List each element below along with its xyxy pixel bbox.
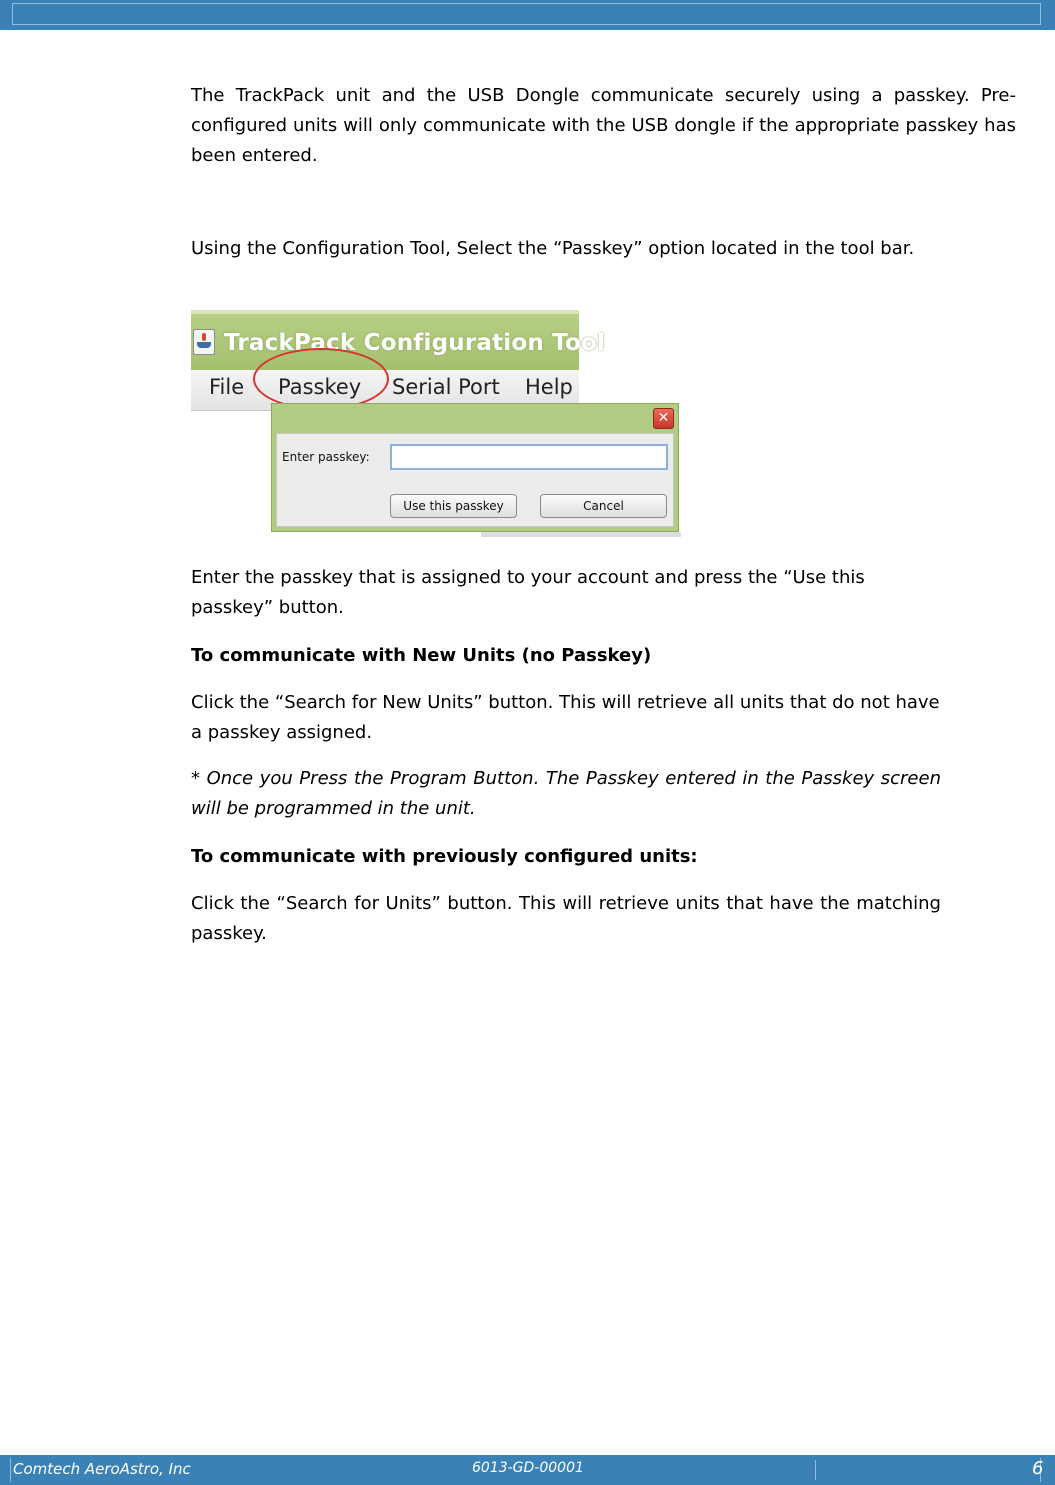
menu-passkey[interactable]: Passkey xyxy=(278,375,362,399)
menu-file[interactable]: File xyxy=(209,375,245,399)
cancel-button[interactable]: Cancel xyxy=(540,494,667,518)
footer-divider xyxy=(815,1460,816,1480)
header-bar-frame xyxy=(12,3,1041,25)
passkey-highlight-ring xyxy=(253,348,389,410)
app-window-title: TrackPack Configuration Tool xyxy=(224,330,606,356)
menu-serial-port[interactable]: Serial Port xyxy=(392,375,500,399)
footer-page-number: 6 xyxy=(1032,1458,1044,1479)
new-units-paragraph: Click the “Search for New Units” button. This will retrieve all units that do not have a passkey assigned. xyxy=(191,692,940,743)
footer-bar xyxy=(0,1455,1055,1485)
footer-doc-number: 6013-GD-00001 xyxy=(472,1460,584,1476)
header-bar xyxy=(0,0,1055,30)
configured-units-heading: To communicate with previously configured units: xyxy=(191,846,698,867)
program-note: * Once you Press the Program Button. The Passkey entered in the Passkey screen will be programmed in the unit. xyxy=(191,768,941,819)
footer-company: Comtech AeroAstro, Inc xyxy=(13,1460,191,1478)
passkey-input[interactable] xyxy=(390,444,668,470)
intro-paragraph: The TrackPack unit and the USB Dongle communicate securely using a passkey. Pre-configured units will only communicate with the USB dongle if the appropriate passkey has been entered. xyxy=(191,85,1016,166)
app-title-bar xyxy=(191,310,606,370)
new-units-heading: To communicate with New Units (no Passkey) xyxy=(191,645,652,666)
select-option-paragraph: Using the Configuration Tool, Select the “Passkey” option located in the tool bar. xyxy=(191,238,915,259)
java-app-icon xyxy=(193,329,215,355)
passkey-dialog xyxy=(271,403,679,532)
config-tool-screenshot xyxy=(191,310,681,538)
passkey-label: Enter passkey: xyxy=(282,450,370,464)
app-window xyxy=(191,310,606,414)
configured-units-paragraph: Click the “Search for Units” button. This will retrieve units that have the matching passkey. xyxy=(191,893,941,944)
menu-help[interactable]: Help xyxy=(525,375,573,399)
close-icon[interactable]: ✕ xyxy=(653,408,674,429)
passkey-dialog-body xyxy=(276,433,674,527)
enter-passkey-paragraph: Enter the passkey that is assigned to your account and press the “Use this passkey” button. xyxy=(191,567,865,618)
use-passkey-button[interactable]: Use this passkey xyxy=(390,494,517,518)
dialog-shadow xyxy=(481,532,681,537)
